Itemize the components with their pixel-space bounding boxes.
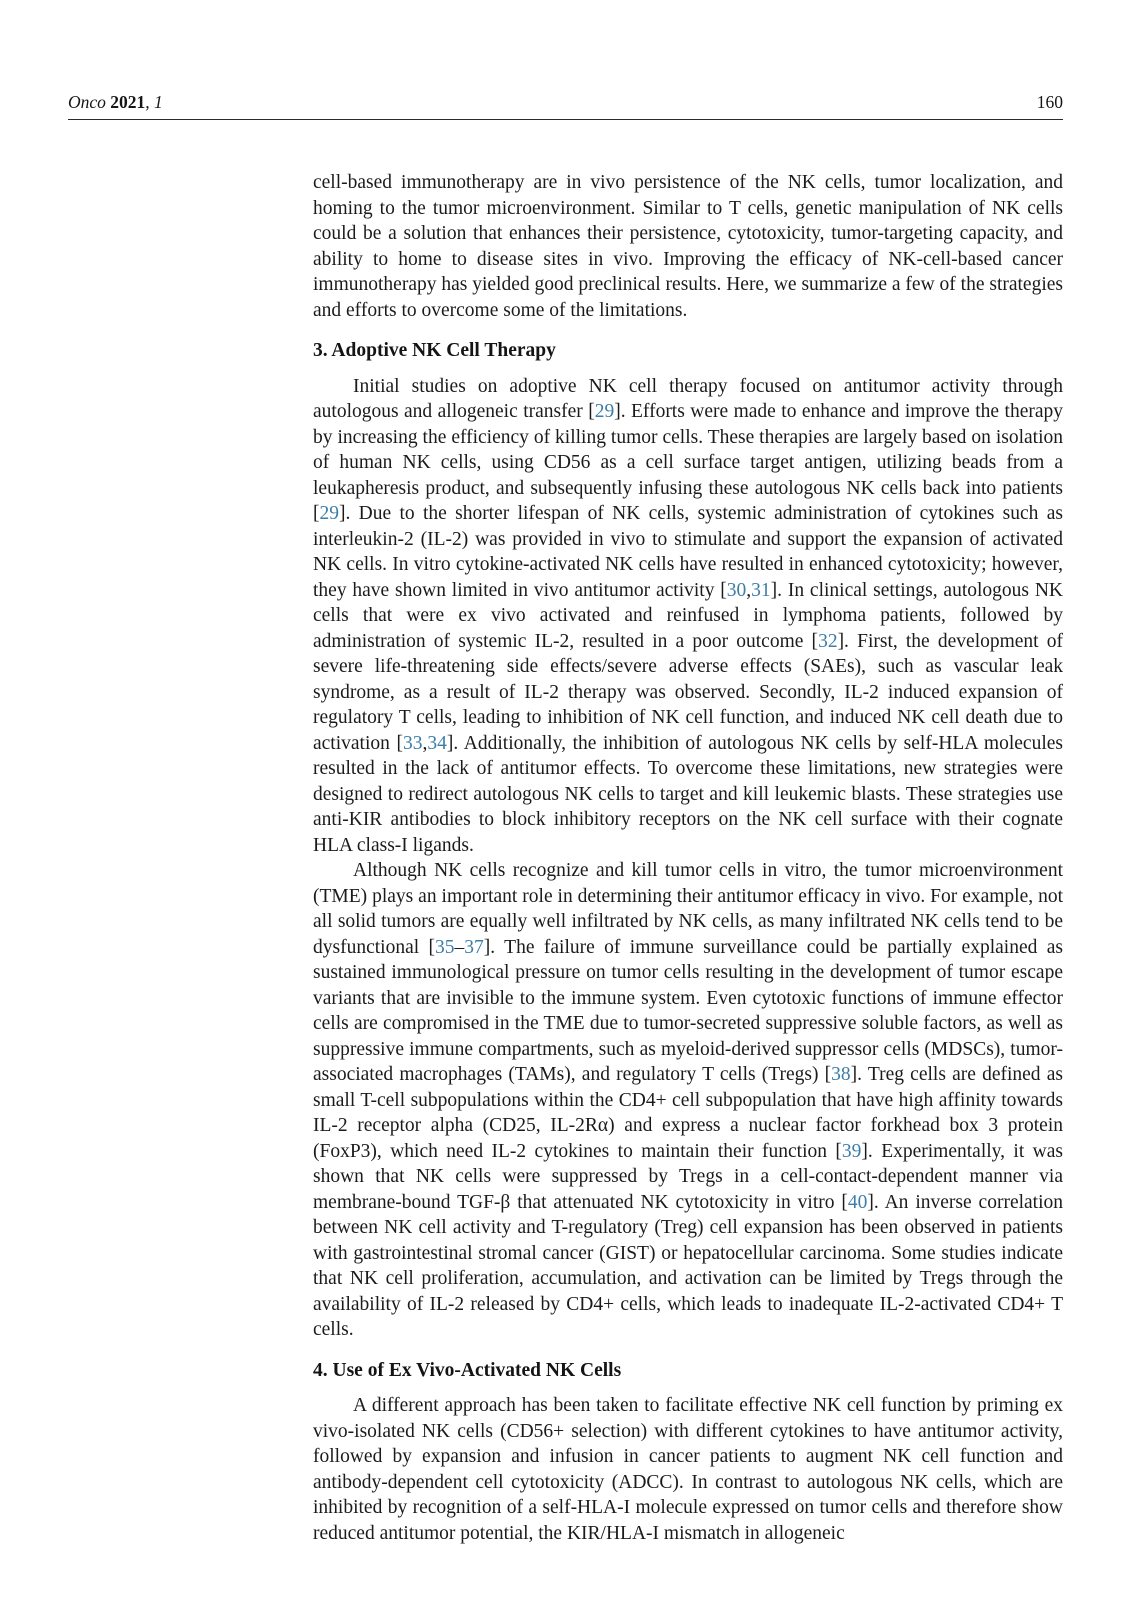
section-heading: 4. Use of Ex Vivo-Activated NK Cells [313,1359,622,1381]
body-paragraph: Although NK cells recognize and kill tumor cells in vitro, the tumor microenvironment (TME) plays an important role in determining their antitumor efficacy in vivo. For example, not all solid tumors are equally well infiltrated by NK cells, as many infiltrated NK cells tend to be dysfunctional [35–37]. The failure of immune surveillance could be partially explained as sustained immunological pressure on tumor cells resulting in the development of tumor escape variants that are invisible to the immune system. Even cytotoxic functions of immune effector cells are compromised in the TME due to tumor-secreted suppressive soluble factors, as well as suppressive immune compartments, such as myeloid-derived suppressor cells (MDSCs), tumor-associated macrophages (TAMs), and regulatory T cells (Tregs) [38]. Treg cells are defined as small T-cell subpopulations within the CD4+ cell subpopulation that have high affinity towards IL-2 receptor alpha (CD25, IL-2Rα) and express a nuclear factor forkhead box 3 protein (FoxP3), which need IL-2 cytokines to maintain their function [39]. Experimentally, it was shown that NK cells were suppressed by Tregs in a cell-contact-dependent manner via membrane-bound TGF-β that attenuated NK cytotoxicity in vitro [40]. An inverse correlation between NK cell activity and T-regulatory (Treg) cell expansion has been observed in patients with gastrointestinal stromal cancer (GIST) or hepatocellular carcinoma. Some studies indicate that NK cell proliferation, accumulation, and activation can be limited by Tregs through the availability of IL-2 released by CD4+ cells, which leads to inadequate IL-2-activated CD4+ T cells. [313,860,1064,1340]
section-heading: 3. Adoptive NK Cell Therapy [313,340,556,361]
citation-link[interactable]: 35 [435,936,455,958]
journal-name: Onco [68,92,106,112]
body-paragraph: A different approach has been taken to facilitate effective NK cell function by priming ex vivo-isolated NK cells (CD56+ selection) with different cytokines to have antitumor activity, followed by expansion and infusion in cancer patients to augment NK cell function and antibody-dependent cell cytotoxicity (ADCC). In contrast to autologous NK cells, which are inhibited by recognition of a self-HLA-I molecule expressed on tumor cells and therefore show reduced antitumor potential, the KIR/HLA-I mismatch in allogeneic [313,1395,1063,1544]
header-rule [68,119,1063,120]
citation-link[interactable]: 37 [464,936,484,958]
citation-link[interactable]: 29 [319,503,339,524]
citation-link[interactable]: 29 [594,401,615,422]
page-number: 160 [1036,92,1063,112]
journal-year: 2021 [110,92,146,112]
running-head [68,92,163,113]
citation-link[interactable]: 32 [818,630,838,652]
citation-link[interactable]: 33 [403,732,423,754]
citation-link[interactable]: 38 [831,1064,851,1085]
page-header [68,92,1063,113]
citation-link[interactable]: 30 [726,579,747,601]
article-body [313,170,1063,1546]
citation-link[interactable]: 39 [841,1140,862,1162]
body-paragraph: cell-based immunotherapy are in vivo persistence of the NK cells, tumor localization, and homing to the tumor microenvironment. Similar to T cells, genetic manipulation of NK cells could be a solution that enhances their persistence, cytotoxicity, tumor-targeting capacity, and ability to home to disease sites in vivo. Improving the efficacy of NK-cell-based cancer immunotherapy has yielded good preclinical results. Here, we summarize a few of the strategies and efforts to overcome some of the limitations. [313,172,1063,321]
citation-link[interactable]: 40 [847,1191,868,1213]
body-paragraph: Initial studies on adoptive NK cell therapy focused on antitumor activity through autologous and allogeneic transfer [29]. Efforts were made to enhance and improve the therapy by increasing the efficiency of killing tumor cells. These therapies are largely based on isolation of human NK cells, using CD56 as a cell surface target antigen, utilizing beads from a leukapheresis product, and subsequently infusing these autologous NK cells back into patients [29]. Due to the shorter lifespan of NK cells, systemic administration of cytokines such as interleukin-2 (IL-2) was provided in vivo to stimulate and support the expansion of activated NK cells. In vitro cytokine-activated NK cells have resulted in enhanced cytotoxicity; however, they have shown limited in vivo antitumor activity [30,31]. In clinical settings, autologous NK cells that were ex vivo activated and reinfused in lymphoma patients, followed by administration of systemic IL-2, resulted in a poor outcome [32]. First, the development of severe life-threatening side effects/severe adverse effects (SAEs), such as vascular leak syndrome, as a result of IL-2 therapy was observed. Secondly, IL-2 induced expansion of regulatory T cells, leading to inhibition of NK cell function, and induced NK cell death due to activation [33,34]. Additionally, the inhibition of autologous NK cells by self-HLA molecules resulted in the lack of antitumor effects. To overcome these limitations, new strategies were designed to redirect autologous NK cells to target and kill leukemic blasts. These strategies use anti-KIR antibodies to block inhibitory receptors on the NK cell surface with their cognate HLA class-I ligands. [313,375,1064,856]
citation-link[interactable]: 34 [427,732,447,754]
citation-link[interactable]: 31 [751,579,771,601]
journal-volume: , 1 [145,92,163,112]
